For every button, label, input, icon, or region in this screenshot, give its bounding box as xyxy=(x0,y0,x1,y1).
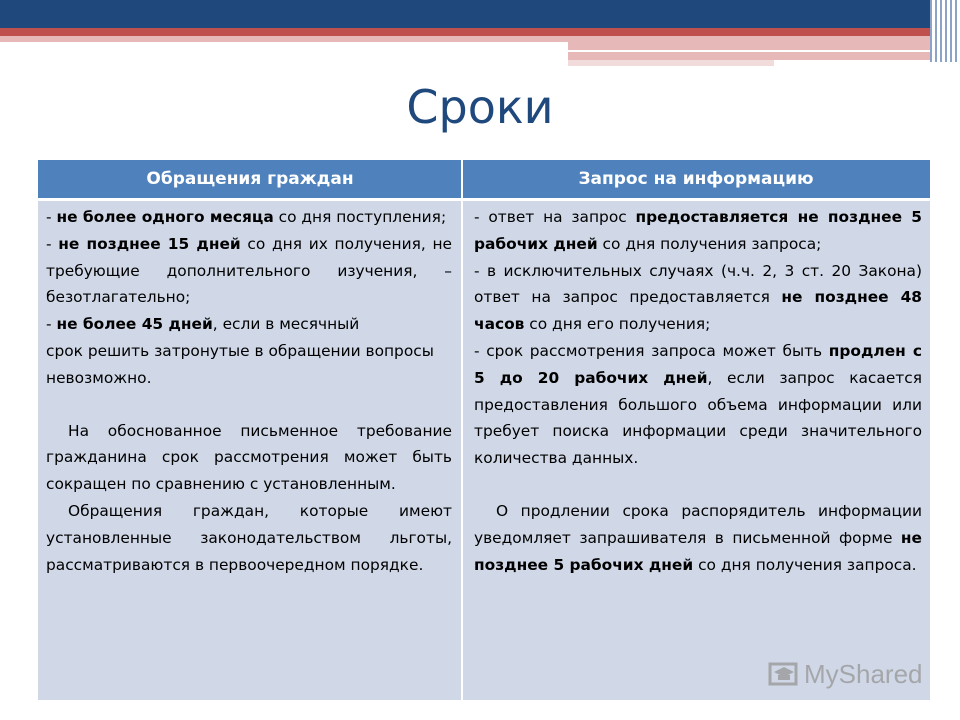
request-item-2: - в исключительных случаях (ч.ч. 2, 3 ст. 20 Закона) ответ на запрос предоставляется не позднее 48 часов со дня его получения; xyxy=(474,261,922,334)
band-pink-bar xyxy=(568,42,930,50)
request-item-1: - ответ на запрос предоставляется не позднее 5 рабочих дней со дня получения запроса; xyxy=(474,208,922,253)
column-divider xyxy=(461,160,463,700)
top-decorative-band xyxy=(0,0,960,72)
header-separator xyxy=(38,198,930,201)
cell-citizens-appeals xyxy=(46,204,452,578)
term-item-1: - не более одного месяца со дня поступления; xyxy=(46,208,447,226)
band-blue-stripe xyxy=(0,0,930,28)
note-extension: О продлении срока распорядитель информации уведомляет запрашивателя в письменной форме не позднее 5 рабочих дней со дня получения запроса. xyxy=(474,501,922,574)
term-item-2: - не позднее 15 дней со дня их получения, не требующие дополнительного изучения, – безотлагательно; xyxy=(46,234,452,307)
band-red-stripe xyxy=(0,28,930,36)
band-pink-bar xyxy=(568,52,930,60)
header-citizens-appeals: Обращения граждан xyxy=(146,169,354,189)
note-shortening: На обоснованное письменное требование гражданина срок рассмотрения может быть сокращен по сравнению с установленным. xyxy=(46,421,452,494)
band-vertical-stripes xyxy=(930,0,960,62)
request-item-3: - срок рассмотрения запроса может быть продлен с 5 до 20 рабочих дней, если запрос касается предоставления большого объема информации или требует поиска информации среди значительного количества данных. xyxy=(474,341,922,468)
header-information-request: Запрос на информацию xyxy=(578,169,814,189)
mortarboard-icon xyxy=(768,660,800,688)
terms-table xyxy=(38,160,930,700)
note-priority: Обращения граждан, которые имеют установленные законодательством льготы, рассматриваются в первоочередном порядке. xyxy=(46,501,452,574)
watermark xyxy=(768,656,928,692)
band-light-pink-bar xyxy=(568,60,774,66)
watermark-text: MyShared xyxy=(804,658,923,689)
table-header-row xyxy=(38,160,930,198)
cell-information-request xyxy=(474,204,922,578)
term-item-3: - не более 45 дней, если в месячный срок решить затронутые в обращении вопросы невозможно. xyxy=(46,315,434,387)
slide-title: Сроки xyxy=(406,80,554,134)
